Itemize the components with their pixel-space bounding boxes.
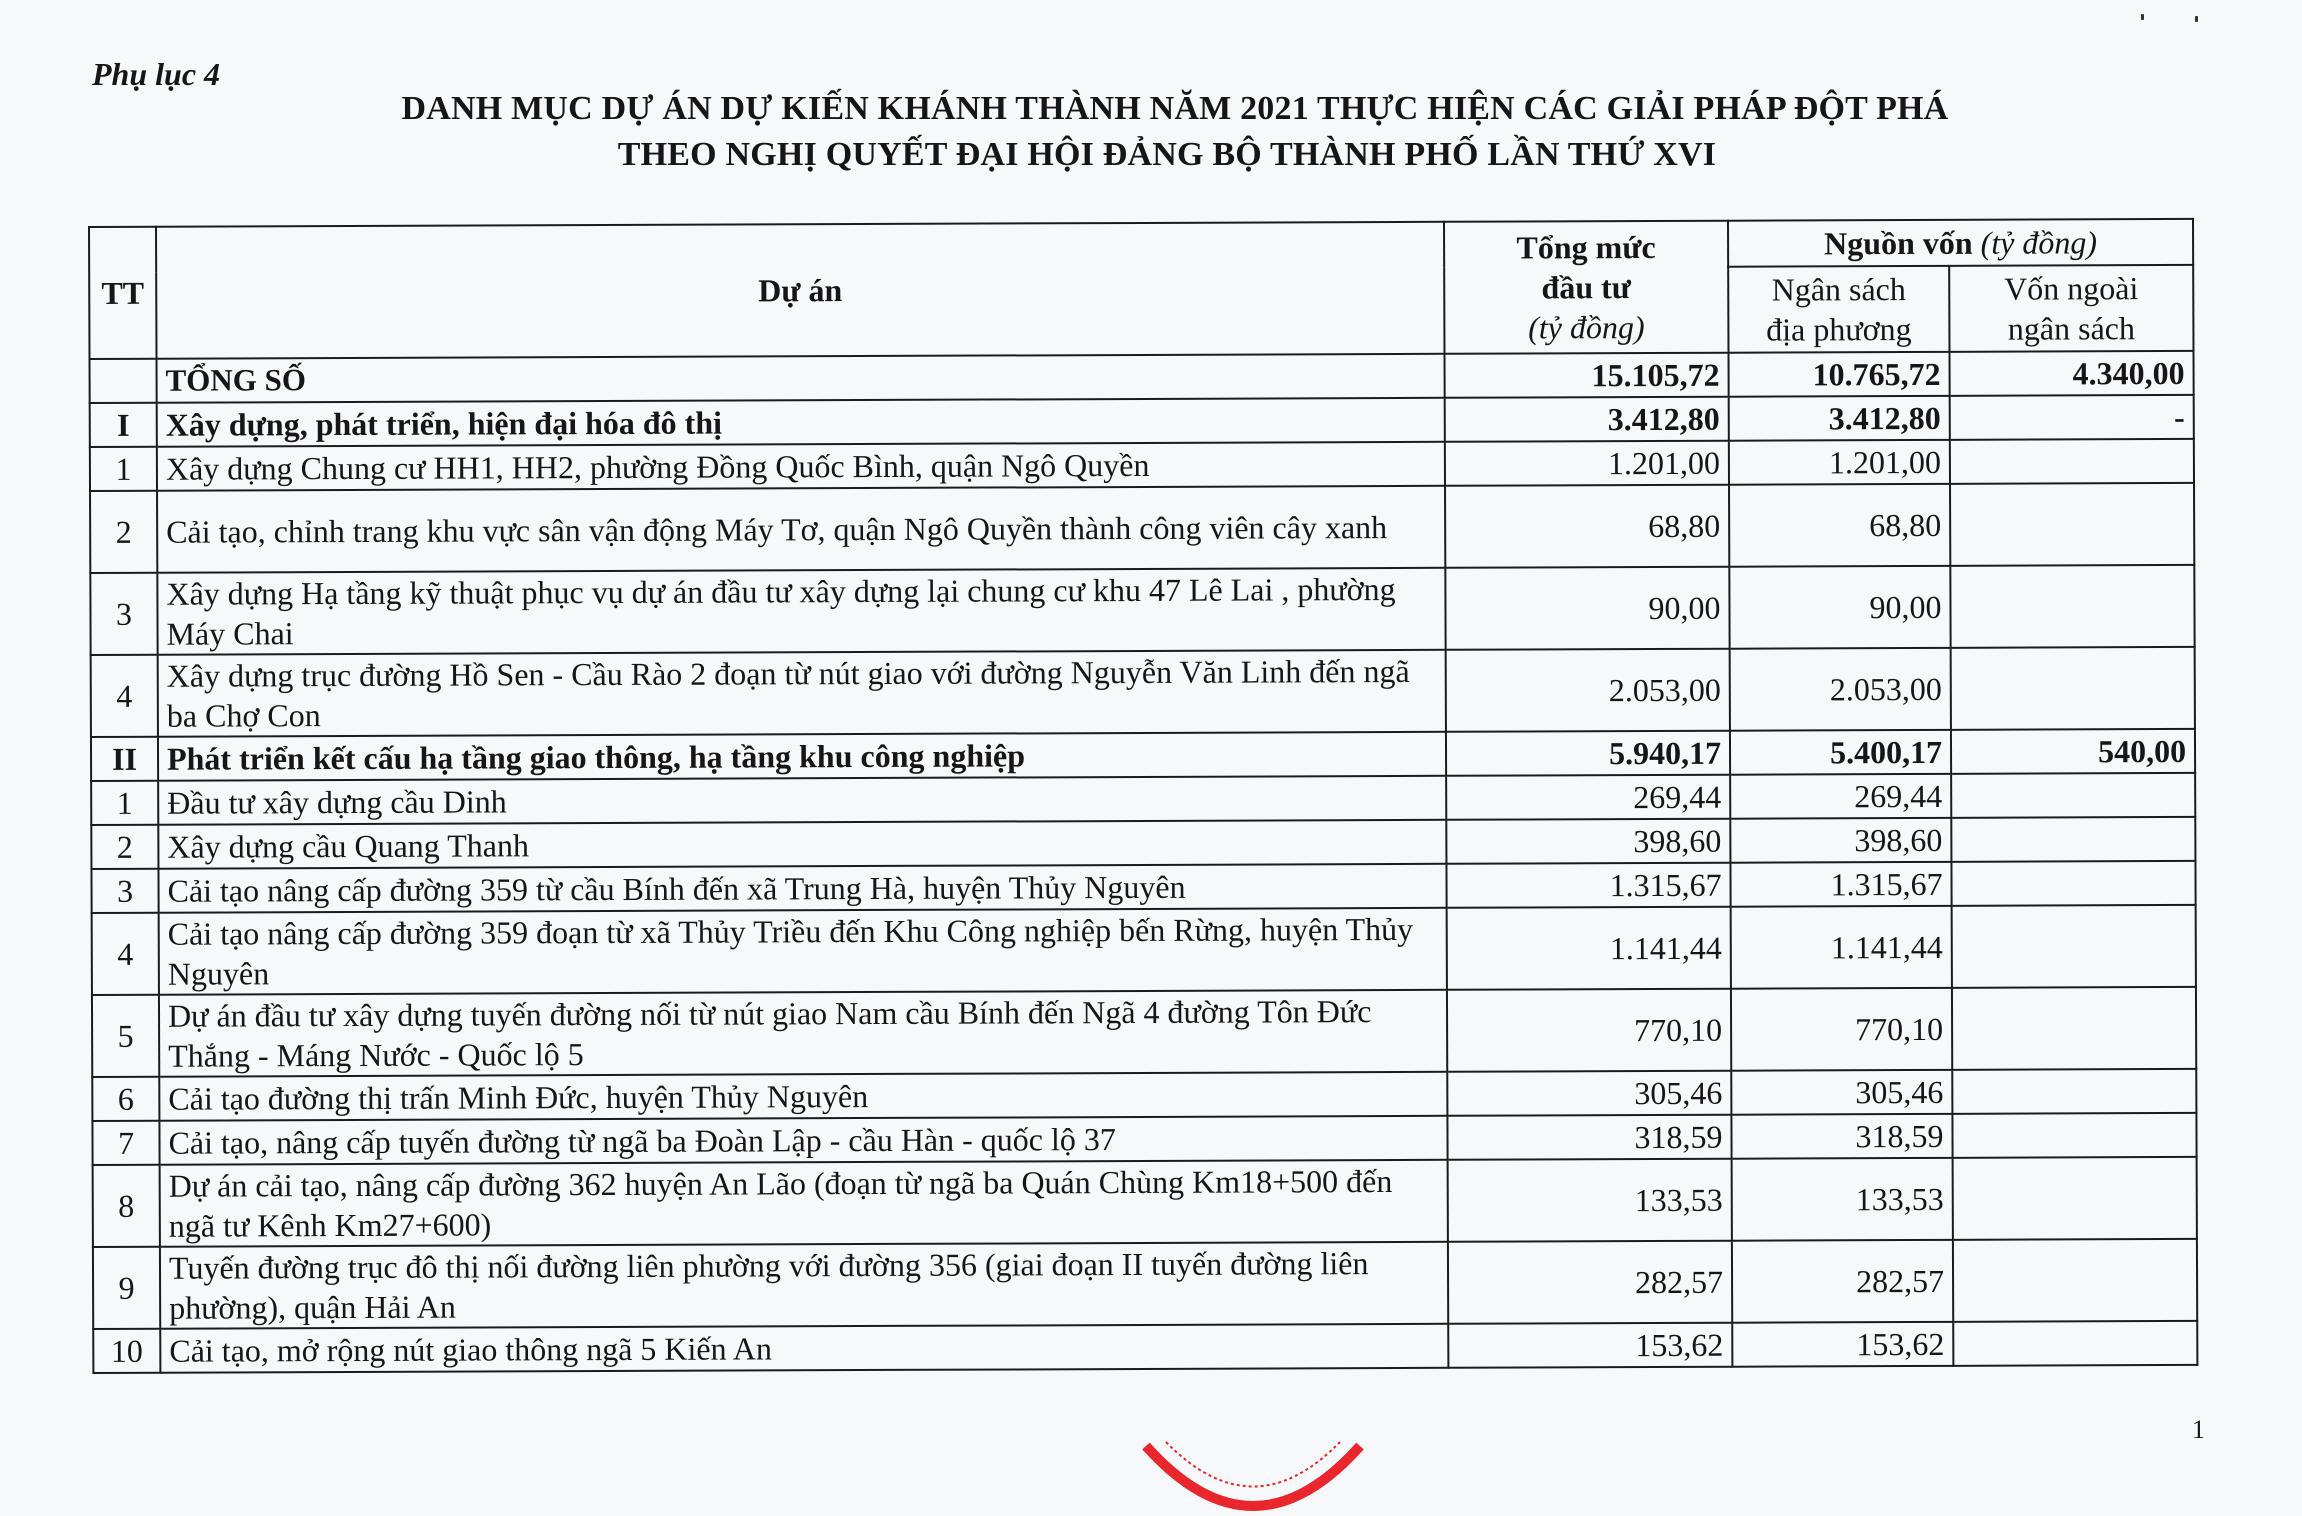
project-local-budget: 770,10: [1731, 988, 1952, 1071]
project-tt: 8: [93, 1165, 160, 1247]
grand-total-local-budget: 10.765,72: [1728, 352, 1949, 397]
header-total-line1: Tổng mức: [1516, 228, 1656, 266]
stamp-arc: [1146, 1446, 1360, 1506]
header-project: Dự án: [156, 222, 1444, 359]
project-tt: 3: [90, 573, 157, 655]
project-tt: 4: [91, 655, 158, 737]
project-other-capital: [1950, 439, 2194, 484]
project-tt: 2: [90, 491, 157, 573]
header-other-line2: ngân sách: [2007, 310, 2136, 347]
appendix-label: Phụ lục 4: [92, 56, 221, 92]
header-local-line1: Ngân sách: [1771, 271, 1906, 308]
header-total-line2: đầu tư: [1541, 269, 1632, 306]
project-other-capital: [1950, 483, 2194, 566]
project-row: [91, 647, 2195, 737]
document-title-line-1: DANH MỤC DỰ ÁN DỰ KIẾN KHÁNH THÀNH NĂM 2021 THỰC HIỆN CÁC GIẢI PHÁP ĐỘT PHÁ: [401, 90, 1949, 127]
project-name: Cải tạo, mở rộng nút giao thông ngã 5 Kiến An: [160, 1324, 1448, 1373]
project-total-investment: 1.315,67: [1446, 863, 1730, 908]
section-other-capital: 540,00: [1951, 729, 2195, 774]
project-tt: 5: [92, 995, 159, 1077]
section-other-capital: -: [1950, 395, 2194, 440]
header-other-line1: Vốn ngoài: [2004, 270, 2139, 307]
project-local-budget: 153,62: [1732, 1322, 1953, 1367]
project-row: [93, 1239, 2197, 1329]
project-other-capital: [1950, 565, 2194, 648]
project-total-investment: 133,53: [1448, 1159, 1732, 1242]
project-name: Xây dựng trục đường Hồ Sen - Cầu Rào 2 đoạn từ nút giao với đường Nguyễn Văn Linh đến ngã ba Chợ Con: [158, 650, 1446, 737]
project-local-budget: 269,44: [1730, 774, 1951, 819]
project-other-capital: [1951, 773, 2195, 818]
stamp-inner-arc: [1166, 1442, 1340, 1487]
project-other-capital: [1952, 905, 2196, 988]
project-other-capital: [1951, 861, 2195, 906]
project-total-investment: 1.201,00: [1445, 441, 1729, 486]
project-table: [88, 218, 2198, 1374]
project-row: [92, 905, 2196, 995]
project-other-capital: [1951, 817, 2195, 862]
project-name: Cải tạo, nâng cấp tuyến đường từ ngã ba Đoàn Lập - cầu Hàn - quốc lộ 37: [159, 1116, 1447, 1165]
project-name: Cải tạo nâng cấp đường 359 đoạn từ xã Thủy Triều đến Khu Công nghiệp bến Rừng, huyện Thủy Nguyên: [159, 908, 1447, 995]
project-other-capital: [1951, 647, 2195, 730]
project-other-capital: [1953, 1239, 2197, 1322]
project-local-budget: 68,80: [1729, 484, 1950, 567]
project-local-budget: 282,57: [1732, 1240, 1953, 1323]
project-other-capital: [1952, 1069, 2196, 1114]
project-name: Dự án đầu tư xây dựng tuyến đường nối từ nút giao Nam cầu Bính đến Ngã 4 đường Tôn Đức Thắng - Máng Nước - Quốc lộ 5: [159, 990, 1447, 1077]
project-other-capital: [1953, 1321, 2197, 1366]
project-local-budget: 90,00: [1729, 566, 1950, 649]
project-tt: 3: [91, 869, 158, 913]
project-tt: 1: [90, 447, 157, 491]
header-row: [89, 219, 2193, 273]
project-total-investment: 68,80: [1445, 485, 1729, 568]
header-tt: TT: [89, 227, 157, 359]
section-local-budget: 5.400,17: [1730, 730, 1951, 775]
project-name: Tuyến đường trục đô thị nối đường liên phường với đường 356 (giai đoạn II tuyến đường liên phường), quận Hải An: [160, 1242, 1448, 1329]
project-total-investment: 398,60: [1446, 819, 1730, 864]
project-other-capital: [1952, 987, 2196, 1070]
project-local-budget: 398,60: [1730, 818, 1951, 863]
section-tt: I: [90, 403, 157, 447]
project-row: [93, 1157, 2197, 1247]
project-row: [93, 1321, 2197, 1373]
project-name: Đầu tư xây dựng cầu Dinh: [158, 776, 1446, 825]
project-local-budget: 1.315,67: [1730, 862, 1951, 907]
project-total-investment: 318,59: [1447, 1115, 1731, 1160]
project-total-investment: 90,00: [1445, 567, 1729, 650]
project-tt: 7: [92, 1121, 159, 1165]
header-funding-unit: (tỷ đồng): [1980, 224, 2098, 261]
project-tt: 6: [92, 1077, 159, 1121]
project-name: Xây dựng Chung cư HH1, HH2, phường Đồng Quốc Bình, quận Ngô Quyền: [157, 442, 1445, 491]
project-local-budget: 2.053,00: [1730, 648, 1951, 731]
project-total-investment: 269,44: [1446, 775, 1730, 820]
project-total-investment: 153,62: [1448, 1323, 1732, 1368]
project-other-capital: [1953, 1157, 2197, 1240]
project-name: Cải tạo, chỉnh trang khu vực sân vận động Máy Tơ, quận Ngô Quyền thành công viên cây xanh: [157, 486, 1445, 573]
project-total-investment: 305,46: [1447, 1071, 1731, 1116]
project-local-budget: 133,53: [1732, 1158, 1953, 1241]
document-title-line-2: THEO NGHỊ QUYẾT ĐẠI HỘI ĐẢNG BỘ THÀNH PHỐ LẦN THỨ XVI: [617, 136, 1717, 173]
project-local-budget: 318,59: [1731, 1114, 1952, 1159]
project-local-budget: 1.201,00: [1729, 440, 1950, 485]
project-local-budget: 1.141,44: [1731, 906, 1952, 989]
page-number: 1: [2192, 1415, 2205, 1444]
project-row: [92, 987, 2196, 1077]
project-local-budget: 305,46: [1731, 1070, 1952, 1115]
project-total-investment: 282,57: [1448, 1241, 1732, 1324]
grand-total-other-capital: 4.340,00: [1949, 351, 2193, 396]
section-name: Phát triển kết cấu hạ tầng giao thông, hạ tầng khu công nghiệp: [158, 732, 1446, 781]
project-row: [90, 483, 2194, 573]
project-total-investment: 1.141,44: [1447, 907, 1731, 990]
scan-speck: [2195, 16, 2198, 22]
header-local-line2: địa phương: [1766, 310, 1912, 348]
project-total-investment: 770,10: [1447, 989, 1731, 1072]
project-tt: 4: [92, 913, 159, 995]
project-total-investment: 2.053,00: [1446, 649, 1730, 732]
section-local-budget: 3.412,80: [1729, 396, 1950, 441]
header-funding-source: [1728, 219, 2193, 267]
header-total-investment: [1444, 221, 1729, 354]
project-name: Cải tạo đường thị trấn Minh Đức, huyện Thủy Nguyên: [159, 1072, 1447, 1121]
project-name: Cải tạo nâng cấp đường 359 từ cầu Bính đến xã Trung Hà, huyện Thủy Nguyên: [158, 864, 1446, 913]
header-funding-label: Nguồn vốn: [1824, 224, 1973, 262]
project-other-capital: [1952, 1113, 2196, 1158]
project-name: Xây dựng cầu Quang Thanh: [158, 820, 1446, 869]
project-name: Xây dựng Hạ tầng kỹ thuật phục vụ dự án đầu tư xây dựng lại chung cư khu 47 Lê Lai , phường Máy Chai: [157, 568, 1445, 655]
project-tt: 1: [91, 781, 158, 825]
section-tt: II: [91, 737, 158, 781]
section-name: Xây dựng, phát triển, hiện đại hóa đô thị: [157, 398, 1445, 447]
project-row: [90, 565, 2194, 655]
header-local-budget: [1728, 266, 1949, 353]
project-tt: 2: [91, 825, 158, 869]
project-name: Dự án cải tạo, nâng cấp đường 362 huyện An Lão (đoạn từ ngã ba Quán Chùng Km18+500 đến ngã tư Kênh Km27+600): [160, 1160, 1448, 1247]
grand-total-tt: [90, 359, 157, 403]
section-total-investment: 5.940,17: [1446, 731, 1730, 776]
scan-speck: [2141, 14, 2144, 20]
project-tt: 9: [93, 1247, 160, 1329]
grand-total-label: TỔNG SỐ: [157, 354, 1445, 403]
header-other-capital: [1949, 265, 2193, 352]
grand-total-investment: 15.105,72: [1445, 353, 1729, 398]
section-total-investment: 3.412,80: [1445, 397, 1729, 442]
header-total-unit: (tỷ đồng): [1528, 309, 1645, 346]
official-stamp: [1138, 1436, 1368, 1516]
project-tt: 10: [93, 1329, 160, 1373]
